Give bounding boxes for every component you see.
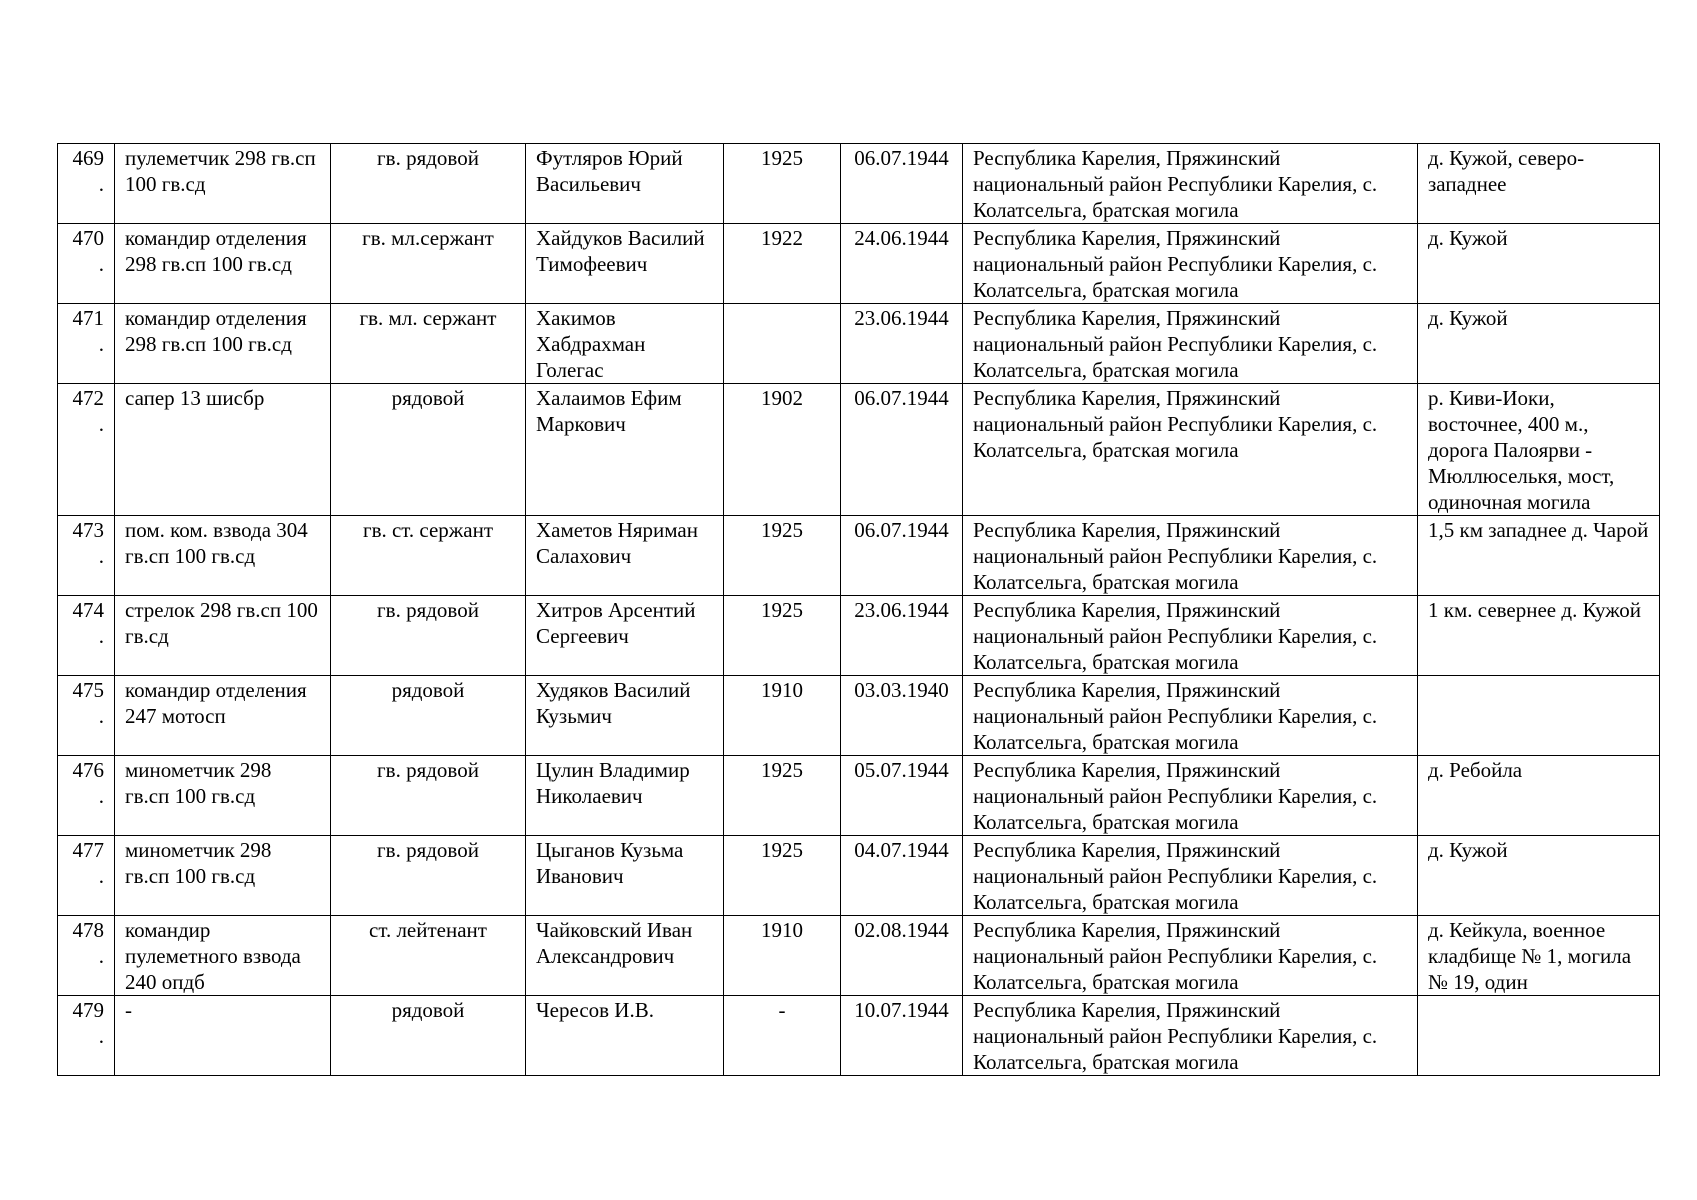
record-death-date: 04.07.1944 (841, 836, 963, 916)
record-rank: гв. рядовой (331, 144, 526, 224)
records-body (58, 144, 1660, 1076)
record-burial-site: Республика Карелия, Пряжинский национальный район Республики Карелия, с. Колатсельга, братская могила (963, 224, 1418, 304)
record-unit: пулеметчик 298 гв.сп 100 гв.сд (115, 144, 331, 224)
table-row (58, 756, 1660, 836)
record-death-date: 10.07.1944 (841, 996, 963, 1076)
record-unit: пом. ком. взвода 304 гв.сп 100 гв.сд (115, 516, 331, 596)
record-primary-burial-place: д. Кужой (1418, 304, 1660, 384)
table-row (58, 304, 1660, 384)
record-number: 469. (58, 144, 115, 224)
record-rank: гв. рядовой (331, 756, 526, 836)
record-burial-site: Республика Карелия, Пряжинский национальный район Республики Карелия, с. Колатсельга, братская могила (963, 756, 1418, 836)
record-number: 479. (58, 996, 115, 1076)
record-number: 471. (58, 304, 115, 384)
record-birth-year: 1910 (724, 916, 841, 996)
record-primary-burial-place: р. Киви-Иоки, восточнее, 400 м., дорога Палоярви - Мюллюселькя, мост, одиночная могила (1418, 384, 1660, 516)
record-rank: гв. мл.сержант (331, 224, 526, 304)
record-name: Цыганов Кузьма Иванович (526, 836, 724, 916)
record-burial-site: Республика Карелия, Пряжинский национальный район Республики Карелия, с. Колатсельга, братская могила (963, 516, 1418, 596)
record-name: Халаимов Ефим Маркович (526, 384, 724, 516)
record-number: 475. (58, 676, 115, 756)
record-birth-year: 1925 (724, 836, 841, 916)
burial-records-table (57, 143, 1660, 1076)
table-row (58, 596, 1660, 676)
record-number: 476. (58, 756, 115, 836)
record-burial-site: Республика Карелия, Пряжинский национальный район Республики Карелия, с. Колатсельга, братская могила (963, 916, 1418, 996)
record-burial-site: Республика Карелия, Пряжинский национальный район Республики Карелия, с. Колатсельга, братская могила (963, 144, 1418, 224)
record-birth-year: - (724, 996, 841, 1076)
record-primary-burial-place: д. Кужой (1418, 224, 1660, 304)
record-burial-site: Республика Карелия, Пряжинский национальный район Республики Карелия, с. Колатсельга, братская могила (963, 996, 1418, 1076)
record-name: Хаметов Няриман Салахович (526, 516, 724, 596)
record-birth-year: 1925 (724, 756, 841, 836)
record-birth-year: 1922 (724, 224, 841, 304)
record-name: Хакимов Хабдрахман Голегас (526, 304, 724, 384)
record-unit: сапер 13 шисбр (115, 384, 331, 516)
record-birth-year: 1925 (724, 144, 841, 224)
record-number: 474. (58, 596, 115, 676)
table-row (58, 676, 1660, 756)
record-number: 470. (58, 224, 115, 304)
record-burial-site: Республика Карелия, Пряжинский национальный район Республики Карелия, с. Колатсельга, братская могила (963, 304, 1418, 384)
record-rank: ст. лейтенант (331, 916, 526, 996)
record-unit: командир отделения 298 гв.сп 100 гв.сд (115, 304, 331, 384)
record-primary-burial-place (1418, 996, 1660, 1076)
table-row (58, 916, 1660, 996)
record-death-date: 06.07.1944 (841, 384, 963, 516)
table-row (58, 996, 1660, 1076)
record-unit: - (115, 996, 331, 1076)
record-rank: гв. рядовой (331, 596, 526, 676)
record-rank: гв. рядовой (331, 836, 526, 916)
record-burial-site: Республика Карелия, Пряжинский национальный район Республики Карелия, с. Колатсельга, братская могила (963, 836, 1418, 916)
record-burial-site: Республика Карелия, Пряжинский национальный район Республики Карелия, с. Колатсельга, братская могила (963, 384, 1418, 516)
record-unit: минометчик 298 гв.сп 100 гв.сд (115, 756, 331, 836)
record-death-date: 03.03.1940 (841, 676, 963, 756)
table-row (58, 516, 1660, 596)
record-burial-site: Республика Карелия, Пряжинский национальный район Республики Карелия, с. Колатсельга, братская могила (963, 596, 1418, 676)
record-name: Чайковский Иван Александрович (526, 916, 724, 996)
record-primary-burial-place (1418, 676, 1660, 756)
record-name: Хайдуков Василий Тимофеевич (526, 224, 724, 304)
record-death-date: 05.07.1944 (841, 756, 963, 836)
record-unit: командир отделения 247 мотосп (115, 676, 331, 756)
record-birth-year: 1902 (724, 384, 841, 516)
record-name: Хитров Арсентий Сергеевич (526, 596, 724, 676)
record-primary-burial-place: д. Кужой (1418, 836, 1660, 916)
record-unit: стрелок 298 гв.сп 100 гв.сд (115, 596, 331, 676)
record-number: 473. (58, 516, 115, 596)
record-death-date: 23.06.1944 (841, 596, 963, 676)
table-row (58, 144, 1660, 224)
record-birth-year: 1925 (724, 516, 841, 596)
record-rank: рядовой (331, 384, 526, 516)
record-death-date: 06.07.1944 (841, 144, 963, 224)
table-row (58, 384, 1660, 516)
record-primary-burial-place: 1,5 км западнее д. Чарой (1418, 516, 1660, 596)
record-rank: гв. мл. сержант (331, 304, 526, 384)
record-rank: рядовой (331, 676, 526, 756)
record-birth-year: 1910 (724, 676, 841, 756)
record-primary-burial-place: д. Кужой, северо-западнее (1418, 144, 1660, 224)
record-number: 472. (58, 384, 115, 516)
record-primary-burial-place: 1 км. севернее д. Кужой (1418, 596, 1660, 676)
record-name: Чересов И.В. (526, 996, 724, 1076)
record-rank: рядовой (331, 996, 526, 1076)
record-name: Худяков Василий Кузьмич (526, 676, 724, 756)
record-primary-burial-place: д. Ребойла (1418, 756, 1660, 836)
record-number: 478. (58, 916, 115, 996)
record-unit: минометчик 298 гв.сп 100 гв.сд (115, 836, 331, 916)
record-birth-year: 1925 (724, 596, 841, 676)
record-death-date: 06.07.1944 (841, 516, 963, 596)
record-death-date: 02.08.1944 (841, 916, 963, 996)
record-death-date: 23.06.1944 (841, 304, 963, 384)
record-name: Цулин Владимир Николаевич (526, 756, 724, 836)
record-burial-site: Республика Карелия, Пряжинский национальный район Республики Карелия, с. Колатсельга, братская могила (963, 676, 1418, 756)
record-primary-burial-place: д. Кейкула, военное кладбище № 1, могила № 19, один (1418, 916, 1660, 996)
record-name: Футляров Юрий Васильевич (526, 144, 724, 224)
record-unit: командир отделения 298 гв.сп 100 гв.сд (115, 224, 331, 304)
record-death-date: 24.06.1944 (841, 224, 963, 304)
table-row (58, 836, 1660, 916)
table-row (58, 224, 1660, 304)
record-birth-year (724, 304, 841, 384)
record-unit: командир пулеметного взвода 240 опдб (115, 916, 331, 996)
record-number: 477. (58, 836, 115, 916)
record-rank: гв. ст. сержант (331, 516, 526, 596)
